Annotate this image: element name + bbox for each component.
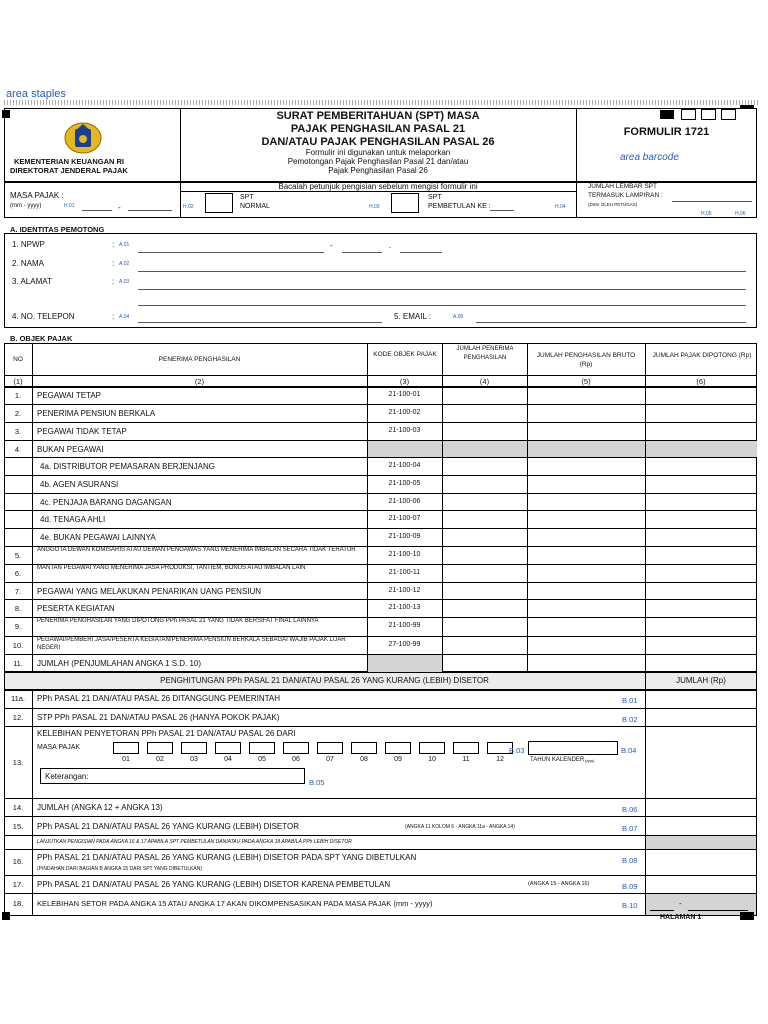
npwp-label: 1. NPWP: [12, 240, 45, 249]
form-title-2: PAJAK PENGHASILAN PASAL 21: [290, 123, 466, 135]
code-a03: A.03: [119, 279, 130, 285]
penerima-penghasilan: 4a. DISTRIBUTOR PEMASARAN BERJENJANG: [40, 462, 215, 471]
corner-mark-bl: [2, 912, 10, 920]
col-header-dipotong: JUMLAH PAJAK DIPOTONG (Rp): [652, 352, 752, 359]
instruction-text: Bacalah petunjuk pengisian sebelum mengisi formulir ini: [278, 182, 478, 191]
jumlah-dipotong-cell[interactable]: [646, 655, 756, 671]
jumlah-penerima-cell[interactable]: [443, 405, 526, 421]
jumlah-penerima-cell[interactable]: [443, 494, 526, 509]
row-number: 3.: [14, 427, 22, 436]
col-header-no: NO: [13, 356, 23, 363]
code-b08: B.08: [622, 856, 638, 865]
row18-month-field[interactable]: [650, 910, 674, 911]
nama-field[interactable]: [138, 271, 746, 272]
jumlah-dipotong-cell[interactable]: [646, 547, 756, 563]
nama-colon: :: [112, 259, 115, 268]
row-number: 8.: [14, 604, 22, 613]
month-label: 05: [258, 756, 266, 763]
jumlah-dipotong-cell[interactable]: [646, 600, 756, 616]
row14-label: JUMLAH (ANGKA 12 + ANGKA 13): [37, 803, 163, 812]
month-checkbox-10[interactable]: [419, 742, 445, 754]
code-a05: A.05: [453, 314, 464, 320]
kode-objek-pajak: 21-100-13: [388, 604, 421, 611]
jumlah-penerima-cell[interactable]: [443, 547, 526, 563]
spt-pembetulan-checkbox[interactable]: [391, 193, 419, 213]
col-num-4: (4): [479, 377, 490, 386]
col-num-3: (3): [399, 377, 410, 386]
row15-label: PPh PASAL 21 DAN/ATAU PASAL 26 YANG KURANG (LEBIH) DISETOR: [37, 822, 300, 831]
penerima-penghasilan: MANTAN PEGAWAI YANG MENERIMA JASA PRODUKSI, TANTIEM, BONUS ATAU IMBALAN LAIN: [37, 565, 306, 571]
row15-note: (ANGKA 11 KOLOM 6 - ANGKA 11a - ANGKA 14): [405, 824, 515, 830]
npwp-dot: .: [389, 241, 392, 250]
jumlah-dipotong-cell[interactable]: [646, 476, 756, 492]
code-a04: A.04: [119, 314, 130, 320]
tahun-kalender-label: TAHUN KALENDER: [530, 757, 585, 763]
row-number: 10.: [12, 641, 24, 650]
row11a-label: PPh PASAL 21 DAN/ATAU PASAL 26 DITANGGUNG PEMERINTAH: [37, 694, 281, 703]
ministry-logo-icon: [62, 120, 104, 154]
jumlah-bruto-cell[interactable]: [528, 405, 644, 421]
tahun-kalender-box[interactable]: [528, 741, 618, 755]
row-number: 4.: [14, 445, 22, 454]
row-number: 6.: [14, 569, 22, 578]
jumlah-dipotong-cell[interactable]: [646, 583, 756, 598]
pembetulan-ke-field[interactable]: [490, 210, 514, 211]
penerima-penghasilan: PENERIMA PENGHASILAN YANG DIPOTONG PPh PASAL 21 YANG TIDAK BERSIFAT FINAL LAINNYA: [37, 618, 319, 624]
jumlah-bruto-cell[interactable]: [528, 565, 644, 581]
jumlah-bruto-cell[interactable]: [528, 529, 644, 545]
nama-label: 2. NAMA: [12, 259, 45, 268]
spt-normal-checkbox[interactable]: [205, 193, 233, 213]
month-label: 09: [394, 756, 402, 763]
jumlah-penerima-cell[interactable]: [443, 655, 526, 671]
kode-objek-pajak: 21-100-09: [388, 533, 421, 540]
penerima-penghasilan: 4e. BUKAN PEGAWAI LAINNYA: [40, 533, 156, 542]
penerima-penghasilan: PEGAWAI YANG MELAKUKAN PENARIKAN UANG PENSIUN: [37, 587, 262, 596]
jumlah-bruto-cell[interactable]: [528, 637, 644, 653]
alamat-label: 3. ALAMAT: [12, 277, 52, 286]
telepon-field[interactable]: [138, 322, 382, 323]
row17-no: 17.: [12, 880, 24, 889]
code-b04: B.04: [621, 746, 637, 755]
section-a-frame: [4, 233, 757, 328]
code-h03: H.03: [369, 204, 380, 210]
kode-objek-pajak: 21-100-12: [388, 587, 421, 594]
jumlah-dipotong-cell[interactable]: [646, 511, 756, 527]
diisi-petugas-label: (DIISI OLEH PETUGAS): [588, 202, 638, 207]
code-b09: B.09: [622, 882, 638, 891]
row16-no: 16.: [12, 857, 24, 866]
ministry-name: KEMENTERIAN KEUANGAN RI: [14, 157, 125, 166]
col-header-kode: KODE OBJEK PAJAK: [373, 351, 437, 358]
month-label: 03: [190, 756, 198, 763]
col-num-5: (5): [581, 377, 591, 386]
col-num-1: (1): [13, 377, 23, 386]
row13-masa-label: MASA PAJAK: [37, 744, 81, 751]
col-header-penerima: PENERIMA PENGHASILAN: [158, 356, 241, 363]
kode-objek-pajak: 21-100-02: [388, 409, 421, 416]
kode-objek-pajak: 27-100-99: [388, 641, 421, 648]
jumlah-dipotong-cell[interactable]: [646, 637, 756, 653]
code-b07: B.07: [622, 824, 638, 833]
npwp-field-1[interactable]: [138, 252, 324, 253]
col-num-2: (2): [194, 377, 205, 386]
row18-sep: -: [679, 899, 682, 908]
row16-label: PPh PASAL 21 DAN/ATAU PASAL 26 YANG KURANG (LEBIH) DISETOR PADA SPT YANG DIBETULKAN: [37, 853, 417, 862]
alamat-field-1[interactable]: [138, 289, 746, 290]
kode-objek-pajak: 21-100-10: [388, 551, 421, 558]
jumlah-penerima-cell[interactable]: [443, 387, 526, 403]
jumlah-bruto-cell[interactable]: [528, 600, 644, 616]
code-b06: B.06: [622, 805, 638, 814]
month-checkbox-08[interactable]: [351, 742, 377, 754]
kode-objek-pajak: 21-100-03: [388, 427, 421, 434]
alamat-field-2[interactable]: [138, 305, 746, 306]
jumlah-lembar-label-2: TERMASUK LAMPIRAN :: [588, 192, 663, 199]
jumlah-bruto-cell[interactable]: [528, 423, 644, 439]
jumlah-dipotong-cell[interactable]: [646, 618, 756, 635]
row-number: 1.: [14, 391, 22, 400]
row17-note: (ANGKA 15 - ANGKA 16): [528, 881, 590, 887]
jumlah-penerima-cell[interactable]: [443, 565, 526, 581]
month-label: 01: [122, 756, 130, 763]
corner-mark-br: [740, 912, 754, 920]
area-staples-label: area staples: [6, 88, 66, 100]
month-label: 11: [462, 756, 470, 763]
month-checkbox-04[interactable]: [215, 742, 241, 754]
section-b-title: B. OBJEK PAJAK: [10, 334, 73, 343]
row18-no: 18.: [12, 899, 24, 908]
bukan-pegawai-gray-cell: [443, 441, 527, 457]
row18-year-field[interactable]: [688, 910, 748, 911]
row11a-no: 11a.: [10, 694, 26, 703]
kode-objek-pajak: 21-100-06: [388, 498, 421, 505]
jumlah-penerima-cell[interactable]: [443, 583, 526, 598]
month-label: 07: [326, 756, 334, 763]
month-label: 12: [496, 756, 504, 763]
penerima-penghasilan: 4c. PENJAJA BARANG DAGANGAN: [40, 498, 172, 507]
jumlah-bruto-cell[interactable]: [528, 458, 644, 474]
form-title-3: DAN/ATAU PAJAK PENGHASILAN PASAL 26: [261, 136, 495, 148]
form-subtitle-1: Formulir ini digunakan untuk melaporkan: [305, 148, 451, 157]
penerima-penghasilan: 4b. AGEN ASURANSI: [40, 480, 119, 489]
mm-yyyy-label: (mm - yyyy): [10, 203, 42, 209]
penerima-penghasilan: JUMLAH (PENJUMLAHAN ANGKA 1 S.D. 10): [37, 659, 202, 668]
month-label: 04: [224, 756, 232, 763]
penerima-penghasilan: ANGGOTA DEWAN KOMISARIS ATAU DEWAN PENGAWAS YANG MENERIMA IMBALAN SECARA TIDAK TERATUR: [37, 547, 356, 553]
jumlah-bruto-cell[interactable]: [528, 476, 644, 492]
code-b02: B.02: [622, 715, 638, 724]
row13-label: KELEBIHAN PENYETORAN PPh PASAL 21 DAN/ATAU PASAL 26 DARI: [37, 729, 296, 738]
row13-no: 13.: [12, 758, 24, 767]
code-b10: B.10: [622, 901, 638, 910]
row17-label: PPh PASAL 21 DAN/ATAU PASAL 26 YANG KURANG (LEBIH) DISETOR KARENA PEMBETULAN: [37, 880, 391, 889]
month-label: 06: [292, 756, 300, 763]
row18-label: KELEBIHAN SETOR PADA ANGKA 15 ATAU ANGKA 17 AKAN DIKOMPENSASIKAN PADA MASA PAJAK (mm - yyyy): [37, 899, 433, 908]
penerima-penghasilan: 4d. TENAGA AHLI: [40, 515, 106, 524]
row12-label: STP PPh PASAL 21 DAN/ATAU PASAL 26 (HANYA POKOK PAJAK): [37, 713, 280, 722]
perhitungan-title: PENGHITUNGAN PPh PASAL 21 DAN/ATAU PASAL 26 YANG KURANG (LEBIH) DISETOR: [160, 676, 489, 685]
jumlah-penerima-cell[interactable]: [443, 511, 526, 527]
yyyy-label: (yyyy): [585, 759, 595, 763]
month-checkbox-03[interactable]: [181, 742, 207, 754]
col-header-jumlah-penerima: JUMLAH PENERIMA PENGHASILAN: [456, 346, 514, 361]
month-label: 02: [156, 756, 164, 763]
jumlah-bruto-cell[interactable]: [528, 387, 644, 403]
spt-pembetulan-label-1: SPT: [428, 194, 442, 201]
section-a-title: A. IDENTITAS PEMOTONG: [10, 225, 105, 234]
row-number: 7.: [14, 587, 22, 596]
jumlah-penerima-cell[interactable]: [443, 618, 526, 635]
bukan-pegawai-gray-cell: [646, 441, 757, 457]
jumlah-lembar-label-1: JUMLAH LEMBAR SPT: [588, 183, 657, 190]
kode-objek-pajak: 21-100-07: [388, 515, 421, 522]
spt-pembetulan-label-2: PEMBETULAN KE :: [428, 203, 491, 210]
code-b03: B.03: [509, 746, 525, 755]
code-h01: H.01: [64, 203, 75, 209]
lanjutkan-note: LANJUTKAN PENGISIAN PADA ANGKA 16 & 17 APABILA SPT PEMBETULAN DAN/ATAU PADA ANGKA 18 APABILA PPh LEBIH DISETOR: [37, 839, 352, 845]
col-header-bruto: JUMLAH PENGHASILAN BRUTO (Rp): [536, 352, 636, 368]
form-number: FORMULIR 1721: [623, 126, 710, 138]
kode-gray-cell: [368, 441, 442, 457]
kode-objek-pajak: 21-100-99: [388, 622, 421, 629]
row-number: 11.: [13, 659, 23, 668]
jumlah-penerima-cell[interactable]: [443, 423, 526, 439]
code-a02: A.02: [119, 261, 130, 267]
email-field[interactable]: [476, 322, 746, 323]
penerima-penghasilan: BUKAN PEGAWAI: [37, 445, 104, 454]
penerima-penghasilan: PEGAWAI/PEMBERI JASA/PESERTA KEGIATAN/PENERIMA PENSIUN BERKALA SEBAGAI WAJIB PAJAK LUAR NEGERI: [37, 637, 346, 651]
area-barcode-label: area barcode: [620, 152, 679, 163]
penerima-penghasilan: PEGAWAI TETAP: [37, 391, 102, 400]
form-subtitle-2: Pemotongan Pajak Penghasilan Pasal 21 dan/atau: [287, 157, 469, 166]
bukan-pegawai-gray-cell: [528, 441, 645, 457]
spt-normal-label-2: NORMAL: [240, 203, 270, 210]
page-number: HALAMAN 1: [660, 914, 702, 921]
kode-objek-pajak: 21-100-01: [388, 391, 421, 398]
masa-pajak-label: MASA PAJAK :: [10, 191, 64, 200]
col-num-6: (6): [696, 377, 706, 386]
row-number: 2.: [14, 409, 22, 418]
month-label: 10: [428, 756, 436, 763]
form-subtitle-3: Pajak Penghasilan Pasal 26: [328, 166, 428, 175]
row-number: 9.: [14, 622, 22, 631]
code-h02: H.02: [183, 204, 194, 210]
jumlah-dipotong-cell[interactable]: [646, 458, 756, 474]
code-h06: H.06: [735, 211, 746, 217]
masa-dash: -: [118, 203, 121, 212]
npwp-field-3[interactable]: [400, 252, 442, 253]
email-label: 5. EMAIL :: [394, 312, 432, 321]
jumlah-penerima-cell[interactable]: [443, 476, 526, 492]
row12-no: 12.: [12, 713, 24, 722]
alamat-colon: :: [112, 277, 115, 286]
month-checkbox-02[interactable]: [147, 742, 173, 754]
jumlah-dipotong-cell[interactable]: [646, 529, 756, 545]
code-b05: B.05: [309, 778, 325, 787]
form-title-1: SURAT PEMBERITAHUAN (SPT) MASA: [276, 110, 480, 122]
row16-note: (PINDAHAN DARI BAGIAN B ANGKA 15 DARI SPT YANG DIBETULKAN): [37, 866, 203, 872]
jumlah-dipotong-cell[interactable]: [646, 494, 756, 509]
jumlah-dipotong-cell[interactable]: [646, 405, 756, 421]
spt-normal-label-1: SPT: [240, 194, 254, 201]
kode-objek-pajak: 21-100-05: [388, 480, 421, 487]
row14-no: 14.: [12, 803, 24, 812]
npwp-field-2[interactable]: [342, 252, 382, 253]
month-checkbox-11[interactable]: [453, 742, 479, 754]
kode-objek-pajak: 21-100-11: [388, 569, 421, 576]
jumlah-bruto-cell[interactable]: [528, 511, 644, 527]
month-checkbox-07[interactable]: [317, 742, 343, 754]
code-b01: B.01: [622, 696, 638, 705]
telepon-label: 4. NO. TELEPON: [12, 312, 75, 321]
telepon-colon: :: [112, 312, 115, 321]
jumlah-bruto-cell[interactable]: [528, 655, 644, 671]
jumlah-bruto-cell[interactable]: [528, 583, 644, 598]
jumlah-dipotong-cell[interactable]: [646, 387, 756, 403]
month-checkbox-01[interactable]: [113, 742, 139, 754]
kode-objek-pajak: 21-100-04: [388, 462, 421, 469]
jumlah-bruto-cell[interactable]: [528, 547, 644, 563]
month-checkbox-06[interactable]: [283, 742, 309, 754]
month-label: 08: [360, 756, 368, 763]
month-checkbox-09[interactable]: [385, 742, 411, 754]
jumlah-penerima-cell[interactable]: [443, 458, 526, 474]
row15-no: 15.: [12, 822, 24, 831]
penerima-penghasilan: PENERIMA PENSIUN BERKALA: [37, 409, 156, 418]
month-checkbox-05[interactable]: [249, 742, 275, 754]
code-h04: H.04: [555, 204, 566, 210]
keterangan-label: Keterangan:: [45, 772, 89, 781]
jumlah-penerima-cell[interactable]: [443, 637, 526, 653]
kode-gray-cell: [368, 655, 442, 672]
row-number: 5.: [14, 551, 22, 560]
npwp-colon: :: [112, 240, 115, 249]
jumlah-dipotong-cell[interactable]: [646, 423, 756, 439]
jumlah-penerima-cell[interactable]: [443, 529, 526, 545]
code-h05: H.05: [701, 211, 712, 217]
lanjutkan-gray-cell: [646, 836, 756, 849]
code-a01: A.01: [119, 242, 130, 248]
masa-year-field[interactable]: [128, 210, 172, 211]
staples-strip: [4, 100, 760, 105]
jumlah-rp-header: JUMLAH (Rp): [676, 676, 726, 685]
penerima-penghasilan: PEGAWAI TIDAK TETAP: [37, 427, 127, 436]
directorate-name: DIREKTORAT JENDERAL PAJAK: [10, 166, 128, 175]
penerima-penghasilan: PESERTA KEGIATAN: [37, 604, 115, 613]
jumlah-dipotong-cell[interactable]: [646, 565, 756, 581]
jumlah-penerima-cell[interactable]: [443, 600, 526, 616]
jumlah-lembar-field[interactable]: [672, 201, 752, 202]
npwp-sep-1: -: [330, 241, 333, 250]
jumlah-bruto-cell[interactable]: [528, 494, 644, 509]
masa-month-field[interactable]: [82, 210, 112, 211]
jumlah-bruto-cell[interactable]: [528, 618, 644, 635]
